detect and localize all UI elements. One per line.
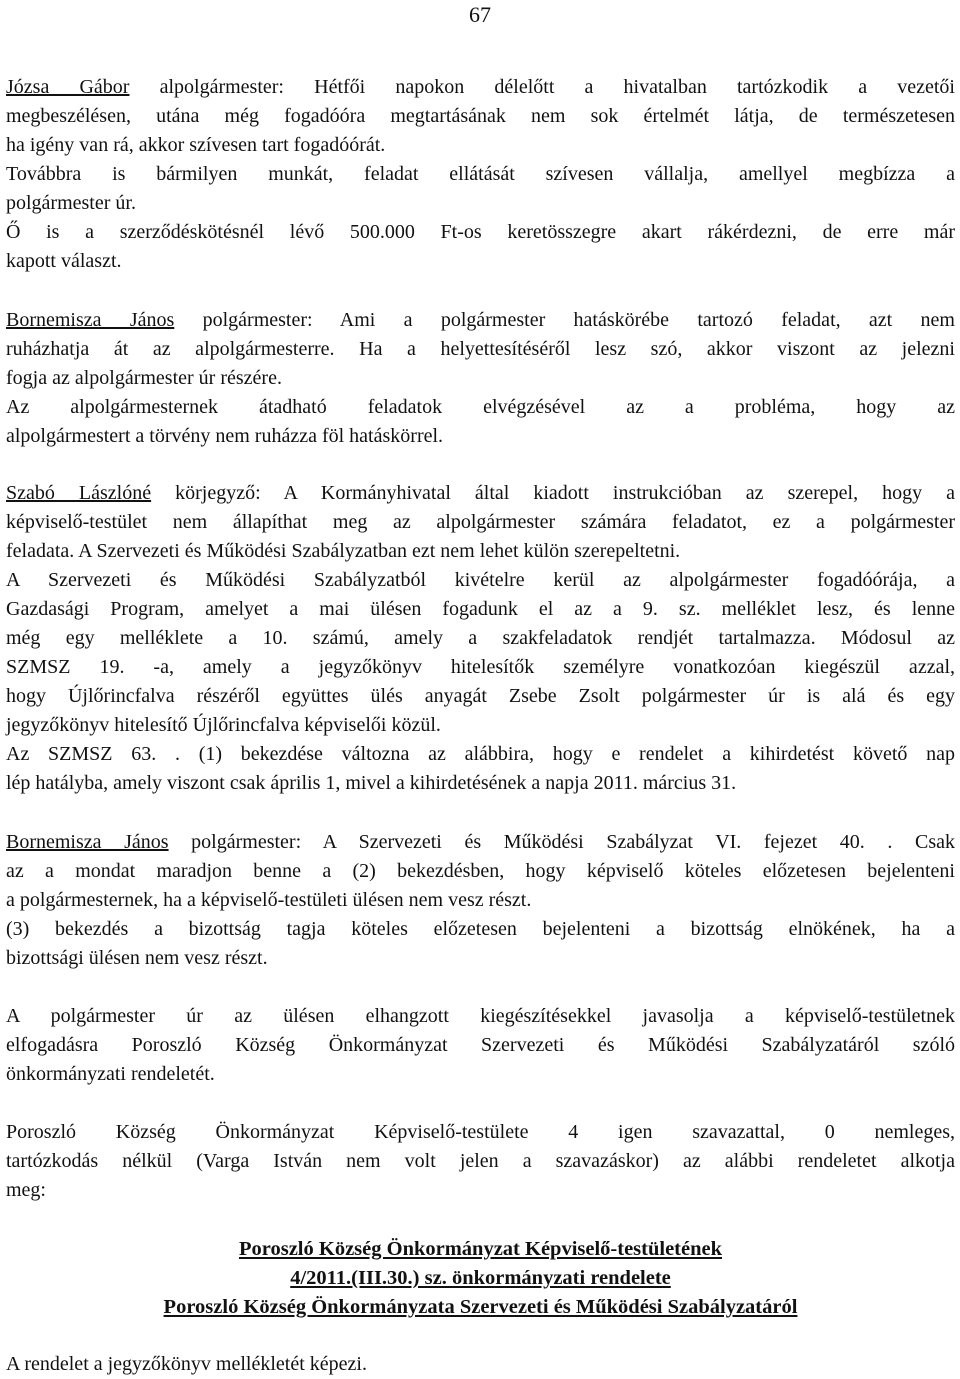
paragraph-1-line-3: ha igény van rá, akkor szívesen tart fogadóórát. — [6, 134, 386, 156]
page-number: 67 — [469, 2, 491, 27]
resolution-title-line-3: Poroszló Község Önkormányzata Szervezeti és Működési Szabályzatáról — [163, 1296, 798, 1318]
paragraph-6-line-1: Poroszló Község Önkormányzat Képviselő-testülete 4 igen szavazattal, 0 nemleges, — [6, 1121, 955, 1143]
paragraph-4-line-3: a polgármesternek, ha a képviselő-testületi ülésen nem vesz részt. — [6, 889, 532, 911]
paragraph-4-line-1 — [6, 827, 955, 857]
paragraph-3-line-4: A Szervezeti és Működési Szabályzatból kivételre kerül az alpolgármester fogadóórája, a — [6, 569, 955, 591]
line-text: polgármester: Ami a polgármester hatáskörébe tartozó feladat, azt nem — [174, 309, 955, 331]
paragraph-4-line-4: (3) bekezdés a bizottság tagja köteles előzetesen bejelenteni a bizottság elnökének, ha a — [6, 918, 955, 940]
paragraph-4-line-5: bizottsági ülésen nem vesz részt. — [6, 947, 268, 969]
speaker-name: Bornemisza János — [6, 831, 169, 853]
resolution-title-line-1: Poroszló Község Önkormányzat Képviselő-testületének — [238, 1238, 722, 1260]
paragraph-5-line-1: A polgármester úr az ülésen elhangzott kiegészítésekkel javasolja a képviselő-testületnek — [6, 1005, 955, 1027]
paragraph-1-line-1 — [6, 72, 955, 102]
paragraph-6-line-3: meg: — [6, 1179, 46, 1201]
paragraph-3-line-6: még egy melléklete a 10. számú, amely a szakfeladatok rendjét tartalmazza. Módosul az — [6, 627, 955, 649]
paragraph-3-line-2: képviselő-testület nem állapíthat meg az alpolgármester számára feladatot, ez a polgármester — [6, 511, 955, 533]
paragraph-3-line-9: jegyzőkönyv hitelesítő Újlőrincfalva képviselői közül. — [6, 714, 441, 736]
paragraph-1-line-2: megbeszélésen, utána még fogadóóra megtartásának nem sok értelmét látja, de természetesen — [6, 105, 955, 127]
paragraph-3-line-10: Az SZMSZ 63. . (1) bekezdése változna az alábbira, hogy e rendelet a kihirdetést követő nap — [6, 743, 955, 765]
paragraph-1-line-6: Ő is a szerződéskötésnél lévő 500.000 Ft-os keretösszegre akart rákérdezni, de erre már — [6, 221, 955, 243]
paragraph-1-line-7: kapott választ. — [6, 250, 122, 272]
paragraph-2-line-1 — [6, 305, 955, 335]
paragraph-3-line-3: feladata. A Szervezeti és Működési Szabályzatban ezt nem lehet külön szerepeltetni. — [6, 540, 681, 562]
speaker-name: Szabó Lászlóné — [6, 482, 152, 504]
line-text: polgármester: A Szervezeti és Működési Szabályzat VI. fejezet 40. . Csak — [168, 831, 955, 853]
paragraph-2-line-5: alpolgármestert a törvény nem ruházza föl hatáskörrel. — [6, 425, 444, 447]
paragraph-6-line-2: tartózkodás nélkül (Varga István nem volt jelen a szavazáskor) az alábbi rendeletet alkotja — [6, 1150, 955, 1172]
paragraph-2-line-4: Az alpolgármesternek átadható feladatok elvégzésével az a probléma, hogy az — [6, 396, 955, 418]
paragraph-1-line-5: polgármester úr. — [6, 192, 136, 214]
line-text: alpolgármester: Hétfői napokon délelőtt a hivatalban tartózkodik a vezetői — [129, 76, 955, 98]
line-text: körjegyző: A Kormányhivatal által kiadott instrukcióban az szerepel, hogy a — [151, 482, 955, 504]
paragraph-1-line-4: Továbbra is bármilyen munkát, feladat ellátását szívesen vállalja, amellyel megbízza a — [6, 163, 955, 185]
speaker-name: Józsa Gábor — [6, 76, 130, 98]
paragraph-5-line-2: elfogadásra Poroszló Község Önkormányzat Szervezeti és Működési Szabályzatáról szóló — [6, 1034, 955, 1056]
paragraph-3-line-7: SZMSZ 19. -a, amely a jegyzőkönyv hitelesítők személyre vonatkozóan kiegészül azzal, — [6, 656, 955, 678]
paragraph-5-line-3: önkormányzati rendeletét. — [6, 1063, 215, 1085]
paragraph-2-line-2: ruházhatja át az alpolgármesterre. Ha a helyettesítéséről lesz szó, akkor viszont az jelezni — [6, 338, 955, 360]
paragraph-3-line-1 — [6, 478, 955, 508]
paragraph-2-line-3: fogja az alpolgármester úr részére. — [6, 367, 282, 389]
paragraph-3-line-8: hogy Újlőrincfalva részéről együttes ülés anyagát Zsebe Zsolt polgármester úr is alá és egy — [6, 685, 955, 707]
closing-note: A rendelet a jegyzőkönyv mellékletét képezi. — [6, 1353, 367, 1375]
paragraph-3-line-5: Gazdasági Program, amelyet a mai ülésen fogadunk el az a 9. sz. melléklet lesz, és lenne — [6, 598, 955, 620]
resolution-title-line-2: 4/2011.(III.30.) sz. önkormányzati rendelete — [290, 1267, 671, 1289]
speaker-name: Bornemisza János — [6, 309, 175, 331]
paragraph-4-line-2: az a mondat maradjon benne a (2) bekezdésben, hogy képviselő köteles előzetesen bejelenteni — [6, 860, 955, 882]
paragraph-3-line-11: lép hatályba, amely viszont csak április 1, mivel a kihirdetésének a napja 2011. március 31. — [6, 772, 737, 794]
